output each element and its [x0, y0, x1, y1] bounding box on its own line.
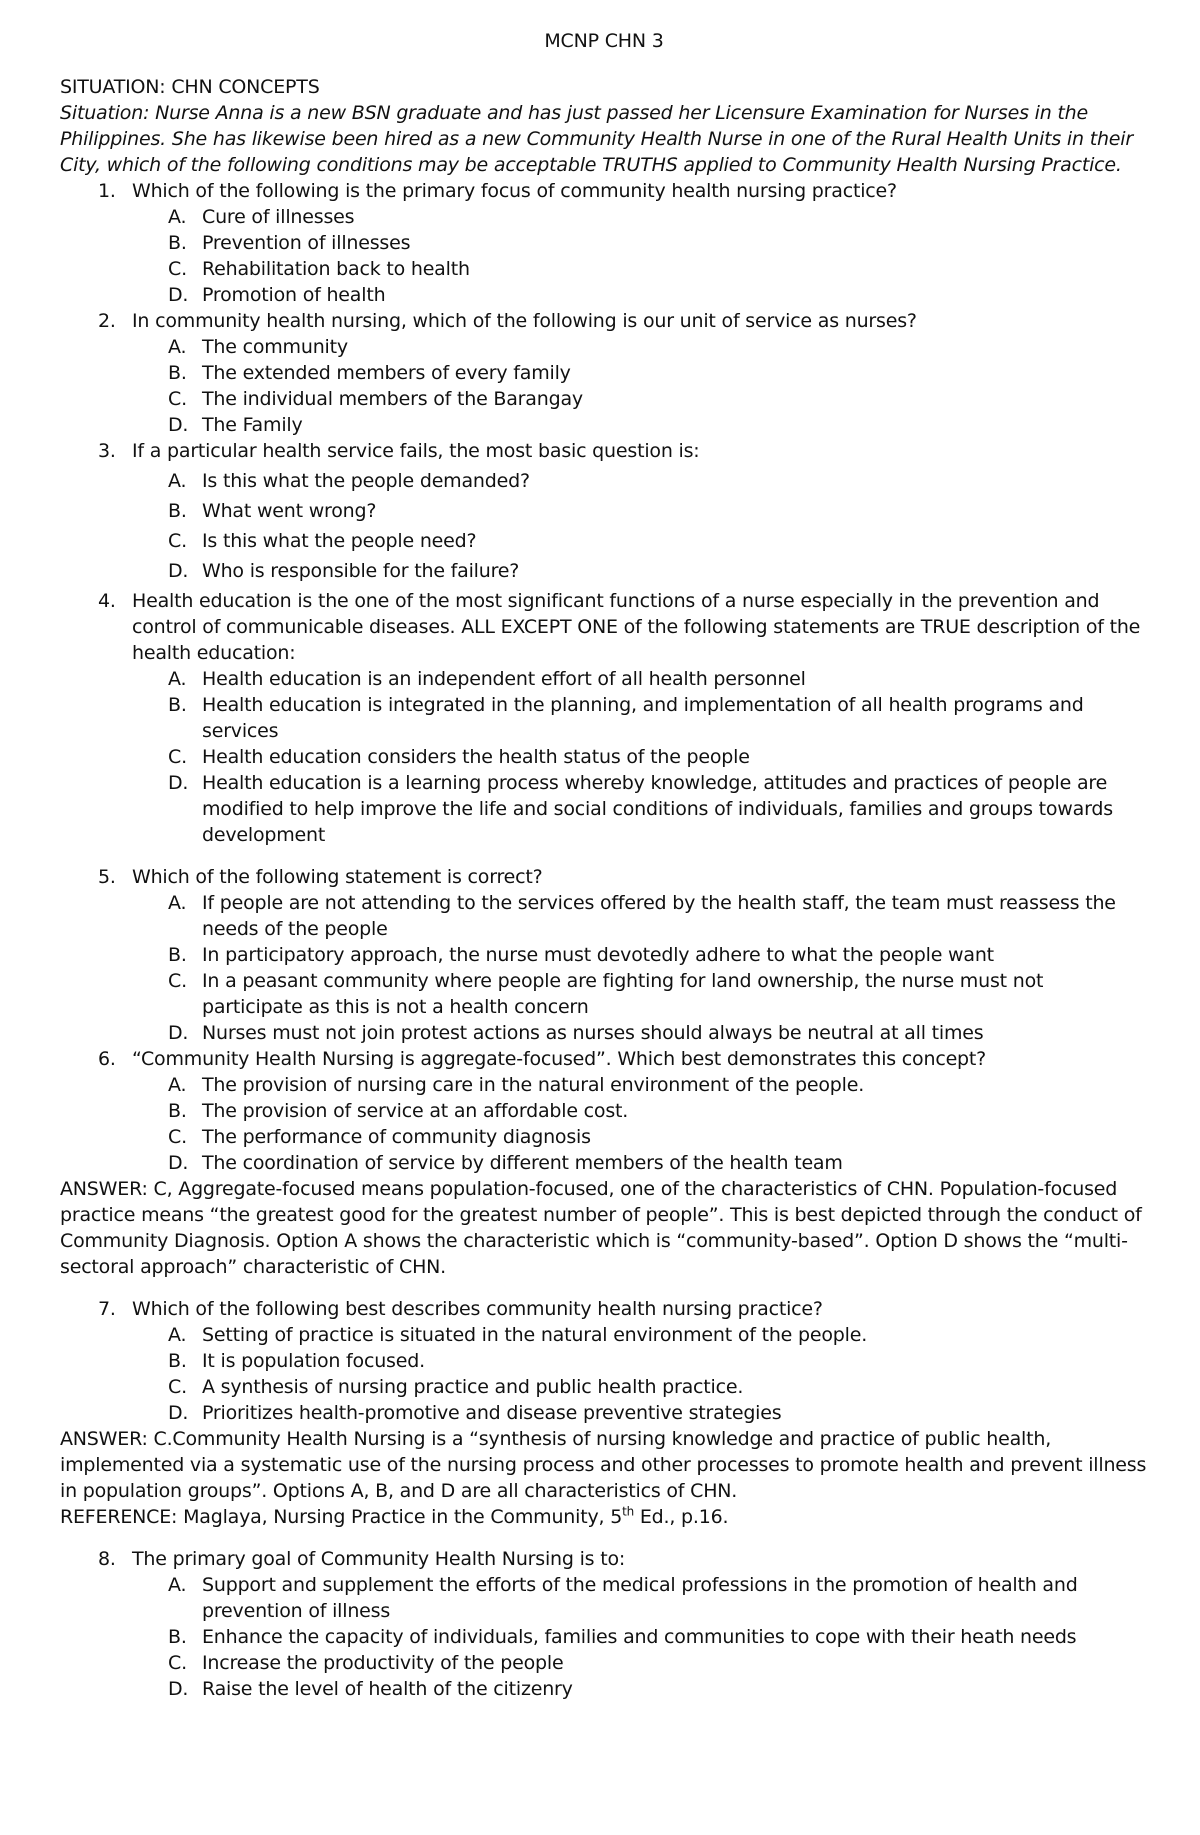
situation-text: Situation: Nurse Anna is a new BSN graduate and has just passed her Licensure Examination for Nurses in the Philippines. She has likewise been hired as a new Community Health Nurse in one of the Rural Health Units in their City, which of the following conditions may be acceptable TRUTHS applied to Community Health Nursing Practice. — [60, 102, 1133, 176]
question-5-option-a — [60, 890, 1148, 942]
option-text: A synthesis of nursing practice and public health practice. — [202, 1376, 744, 1398]
option-text: What went wrong? — [202, 500, 377, 522]
question-6 — [60, 1046, 1148, 1072]
question-5-option-d — [60, 1020, 1148, 1046]
option-letter: A. — [168, 1074, 187, 1096]
spacer — [60, 1530, 1148, 1546]
question-1 — [60, 178, 1148, 204]
option-text: The provision of nursing care in the natural environment of the people. — [202, 1074, 865, 1096]
question-1-option-a — [60, 204, 1148, 230]
reference-text: REFERENCE: Maglaya, Nursing Practice in the Community, 5 — [60, 1506, 623, 1528]
question-8-option-a — [60, 1572, 1148, 1624]
question-4-option-b — [60, 692, 1148, 744]
option-letter: C. — [168, 1652, 187, 1674]
question-3-option-b — [60, 498, 1148, 524]
question-number: 3. — [98, 440, 116, 462]
question-2-option-d — [60, 412, 1148, 438]
option-letter: C. — [168, 388, 187, 410]
question-3-option-a — [60, 468, 1148, 494]
reference-superscript: th — [622, 1504, 635, 1519]
option-letter: B. — [168, 1100, 187, 1122]
question-7-option-c — [60, 1374, 1148, 1400]
option-text: Support and supplement the efforts of the medical professions in the promotion of health and prevention of illness — [202, 1574, 1078, 1622]
question-3-option-c — [60, 528, 1148, 554]
question-3-option-d — [60, 558, 1148, 584]
answer-6: ANSWER: C, Aggregate-focused means population-focused, one of the characteristics of CHN. Population-focused practice means “the greatest good for the greatest number of people”. This is best depicted through the conduct of Community Diagnosis. Option A shows the characteristic which is “community-based”. Option D shows the “multi-sectoral approach” characteristic of CHN. — [60, 1178, 1142, 1278]
question-5-option-b — [60, 942, 1148, 968]
question-text: Which of the following is the primary focus of community health nursing practice? — [132, 180, 897, 202]
question-1-option-c — [60, 256, 1148, 282]
spacer — [60, 1280, 1148, 1296]
option-letter: A. — [168, 470, 187, 492]
option-letter: C. — [168, 530, 187, 552]
option-text: Enhance the capacity of individuals, families and communities to cope with their heath needs — [202, 1626, 1077, 1648]
option-text: In participatory approach, the nurse must devotedly adhere to what the people want — [202, 944, 994, 966]
question-text: If a particular health service fails, the most basic question is: — [132, 440, 700, 462]
option-text: Promotion of health — [202, 284, 386, 306]
option-letter: A. — [168, 1324, 187, 1346]
option-text: The coordination of service by different members of the health team — [202, 1152, 843, 1174]
question-1-option-d — [60, 282, 1148, 308]
question-8 — [60, 1546, 1148, 1572]
option-letter: C. — [168, 970, 187, 992]
question-number: 6. — [98, 1048, 116, 1070]
option-letter: A. — [168, 668, 187, 690]
situation-heading: SITUATION: CHN CONCEPTS — [60, 76, 320, 98]
question-1-option-b — [60, 230, 1148, 256]
option-letter: C. — [168, 746, 187, 768]
question-number: 8. — [98, 1548, 116, 1570]
option-text: Health education is integrated in the planning, and implementation of all health programs and services — [202, 694, 1084, 742]
option-text: The performance of community diagnosis — [202, 1126, 591, 1148]
reference-text-end: Ed., p.16. — [634, 1506, 729, 1528]
option-text: The provision of service at an affordable cost. — [202, 1100, 629, 1122]
question-2-option-c — [60, 386, 1148, 412]
option-text: Nurses must not join protest actions as nurses should always be neutral at all times — [202, 1022, 984, 1044]
option-letter: B. — [168, 362, 187, 384]
option-text: The extended members of every family — [202, 362, 571, 384]
question-text: Health education is the one of the most significant functions of a nurse especially in the prevention and control of communicable diseases. ALL EXCEPT ONE of the following statements are TRUE description of the health education: — [132, 590, 1141, 664]
option-text: The individual members of the Barangay — [202, 388, 583, 410]
question-4 — [60, 588, 1148, 666]
option-text: Who is responsible for the failure? — [202, 560, 520, 582]
option-text: If people are not attending to the services offered by the health staff, the team must reassess the needs of the people — [202, 892, 1116, 940]
option-letter: D. — [168, 1152, 189, 1174]
option-letter: B. — [168, 944, 187, 966]
document-title: MCNP CHN 3 — [544, 30, 664, 52]
question-text: Which of the following best describes community health nursing practice? — [132, 1298, 823, 1320]
option-letter: D. — [168, 1678, 189, 1700]
option-text: Health education is an independent effort of all health personnel — [202, 668, 806, 690]
answer-7: ANSWER: C.Community Health Nursing is a “synthesis of nursing knowledge and practice of public health, implemented via a systematic use of the nursing process and other processes to promote health and prevent illness in population groups”. Options A, B, and D are all characteristics of CHN. — [60, 1428, 1147, 1502]
reference-7 — [60, 1504, 1148, 1530]
option-letter: B. — [168, 1626, 187, 1648]
option-text: The community — [202, 336, 348, 358]
option-letter: B. — [168, 232, 187, 254]
option-text: It is population focused. — [202, 1350, 425, 1372]
option-letter: D. — [168, 560, 189, 582]
option-letter: D. — [168, 414, 189, 436]
question-7-option-d — [60, 1400, 1148, 1426]
question-number: 7. — [98, 1298, 116, 1320]
option-text: The Family — [202, 414, 303, 436]
question-number: 4. — [98, 590, 116, 612]
option-text: Health education is a learning process whereby knowledge, attitudes and practices of people are modified to help improve the life and social conditions of individuals, families and groups towards development — [202, 772, 1113, 846]
question-2 — [60, 308, 1148, 334]
option-text: Rehabilitation back to health — [202, 258, 470, 280]
question-5-option-c — [60, 968, 1148, 1020]
question-8-option-c — [60, 1650, 1148, 1676]
option-letter: B. — [168, 694, 187, 716]
question-4-option-a — [60, 666, 1148, 692]
option-letter: A. — [168, 206, 187, 228]
option-text: In a peasant community where people are fighting for land ownership, the nurse must not participate as this is not a health concern — [202, 970, 1044, 1018]
question-4-option-d — [60, 770, 1148, 848]
question-6-option-d — [60, 1150, 1148, 1176]
question-2-option-b — [60, 360, 1148, 386]
question-7-option-a — [60, 1322, 1148, 1348]
question-text: In community health nursing, which of the following is our unit of service as nurses? — [132, 310, 917, 332]
option-letter: C. — [168, 258, 187, 280]
question-text: The primary goal of Community Health Nursing is to: — [132, 1548, 626, 1570]
question-3 — [60, 438, 1148, 464]
option-text: Prioritizes health-promotive and disease preventive strategies — [202, 1402, 782, 1424]
question-6-option-a — [60, 1072, 1148, 1098]
option-text: Health education considers the health status of the people — [202, 746, 750, 768]
option-letter: D. — [168, 284, 189, 306]
question-8-option-b — [60, 1624, 1148, 1650]
question-7 — [60, 1296, 1148, 1322]
question-2-option-a — [60, 334, 1148, 360]
option-letter: D. — [168, 1022, 189, 1044]
question-text: Which of the following statement is correct? — [132, 866, 543, 888]
option-text: Increase the productivity of the people — [202, 1652, 564, 1674]
question-8-option-d — [60, 1676, 1148, 1702]
option-text: Setting of practice is situated in the natural environment of the people. — [202, 1324, 868, 1346]
question-4-option-c — [60, 744, 1148, 770]
option-letter: C. — [168, 1376, 187, 1398]
question-number: 1. — [98, 180, 116, 202]
question-6-option-b — [60, 1098, 1148, 1124]
option-letter: D. — [168, 772, 189, 794]
option-letter: C. — [168, 1126, 187, 1148]
option-text: Is this what the people demanded? — [202, 470, 530, 492]
question-number: 2. — [98, 310, 116, 332]
option-text: Is this what the people need? — [202, 530, 477, 552]
question-7-option-b — [60, 1348, 1148, 1374]
question-6-option-c — [60, 1124, 1148, 1150]
option-text: Cure of illnesses — [202, 206, 355, 228]
option-text: Prevention of illnesses — [202, 232, 411, 254]
option-letter: B. — [168, 1350, 187, 1372]
option-letter: D. — [168, 1402, 189, 1424]
question-text: “Community Health Nursing is aggregate-focused”. Which best demonstrates this concept? — [132, 1048, 987, 1070]
question-5 — [60, 864, 1148, 890]
option-letter: A. — [168, 336, 187, 358]
option-letter: A. — [168, 892, 187, 914]
option-letter: A. — [168, 1574, 187, 1596]
question-number: 5. — [98, 866, 116, 888]
option-text: Raise the level of health of the citizenry — [202, 1678, 573, 1700]
option-letter: B. — [168, 500, 187, 522]
spacer — [60, 848, 1148, 864]
